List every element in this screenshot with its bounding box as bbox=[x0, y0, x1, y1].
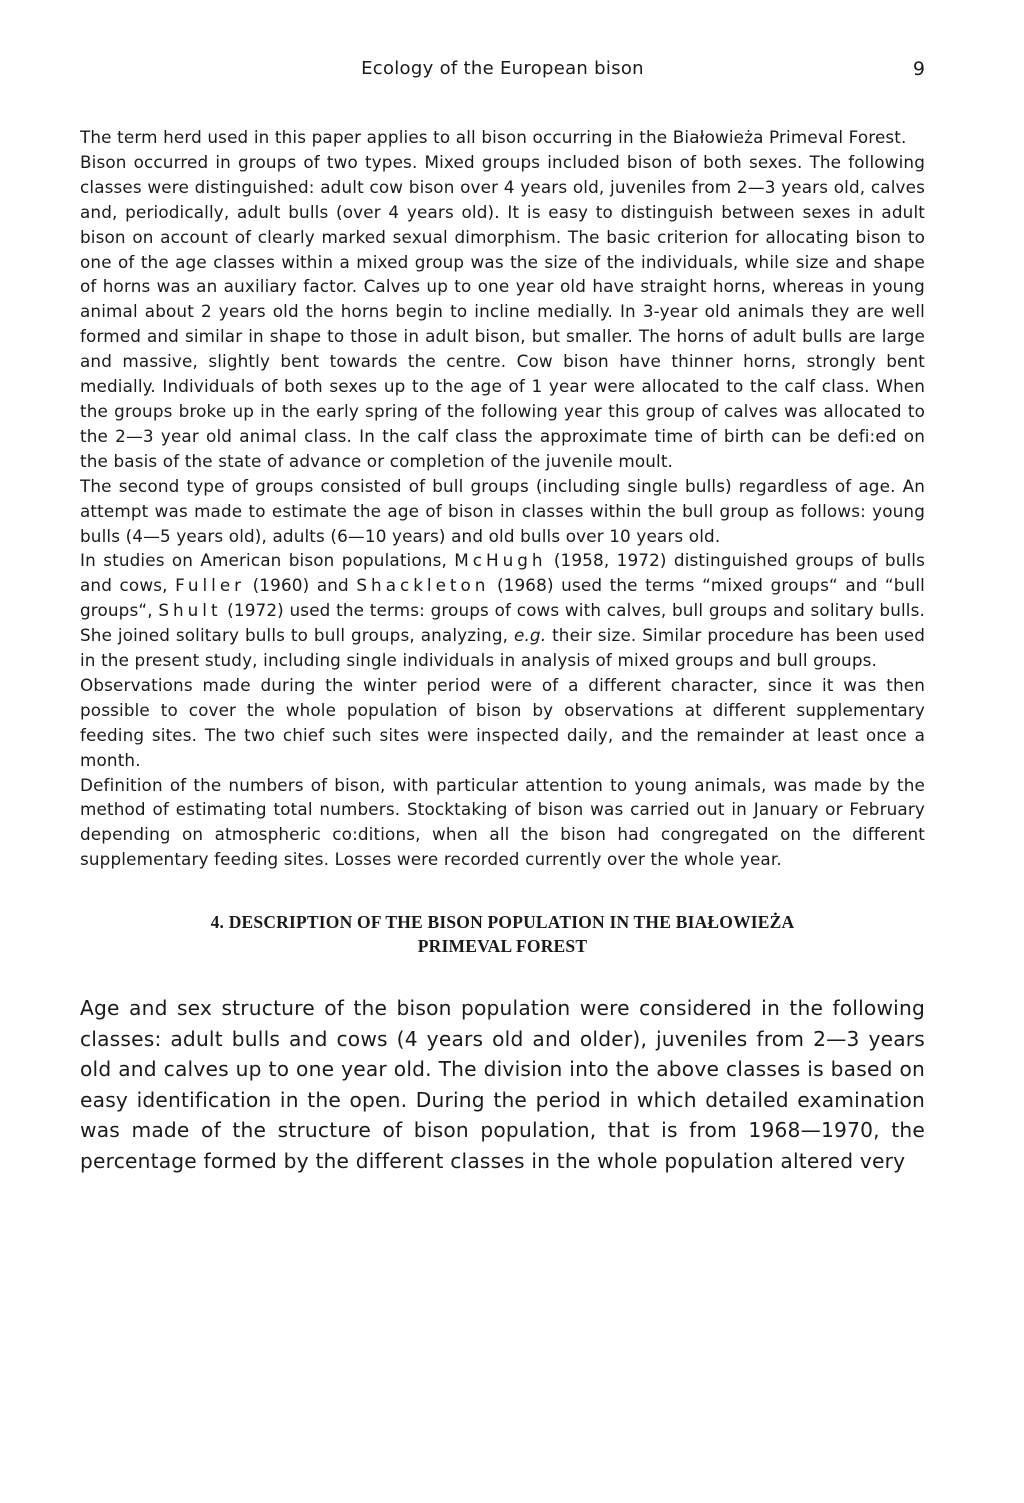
citation-text: (1958, 1972) distinguished groups of bulls and cows, bbox=[80, 550, 925, 596]
abbreviation-eg: e.g. bbox=[513, 625, 547, 646]
citation-text: their size. Similar procedure has been used in the present study, including single individuals in analysis of mixed groups and bull groups. bbox=[80, 625, 925, 671]
paragraph-group-types: Bison occurred in groups of two types. Mixed groups included bison of both sexes. The following classes were distinguished: adult cow bison over 4 years old, juveniles from 2—3 years old, calves and, periodically, adult bulls (over 4 years old). It is easy to distinguish between sexes in adult bison on account of clearly marked sexual dimorphism. The basic criterion for allocating bison to one of the age classes within a mixed group was the size of the individuals, while size and shape of horns was an auxiliary factor. Calves up to one year old have straight horns, whereas in young animal about 2 years old the horns begin to incline medially. In 3-year old animals they are well formed and similar in shape to those in adult bison, but smaller. The horns of adult bulls are large and massive, slightly bent towards the centre. Cow bison have thinner horns, strongly bent medially. Individuals of both sexes up to the age of 1 year were allocated to the calf class. When the groups broke up in the early spring of the following year this group of calves was allocated to the 2—3 year old animal class. In the calf class the approximate time of birth can be defi:ed on the basis of the state of advance or completion of the juvenile moult. bbox=[80, 151, 925, 471]
citation-text: (1960) and bbox=[245, 575, 357, 596]
author-fuller: Fuller bbox=[175, 575, 246, 596]
section-heading bbox=[80, 910, 925, 958]
author-mchugh: McHugh bbox=[454, 550, 547, 571]
paragraph-age-sex-structure: Age and sex structure of the bison population were considered in the following classes: adult bulls and cows (4 years old and older), juveniles from 2—3 years old and calves up to one year old. The division into the above classes is based on easy identification in the open. During the period in which detailed examination was made of the structure of bison population, that is from 1968—1970, the percentage formed by the different classes in the whole population altered very bbox=[80, 996, 925, 1173]
paragraph-stocktaking: Definition of the numbers of bison, with particular attention to young animals, was made by the method of estimating total numbers. Stocktaking of bison was carried out in January or February depending on atmospheric co:ditions, when all the bison had congregated on the different supplementary feeding sites. Losses were recorded currently over the whole year. bbox=[80, 774, 925, 870]
citation-text: (1972) used the terms: groups of cows with calves, bull groups and solitary bulls. She joined solitary bulls to bull groups, analyzing, bbox=[80, 600, 925, 646]
author-shackleton: Shackleton bbox=[356, 575, 490, 596]
paragraph-american-studies bbox=[80, 548, 925, 673]
paragraph-herd-definition: The term herd used in this paper applies to all bison occurring in the Białowieża Primeval Forest. bbox=[80, 127, 907, 147]
section-heading-line: PRIMEVAL FOREST bbox=[417, 936, 588, 957]
body-text bbox=[80, 125, 925, 872]
paragraph-winter-observations: Observations made during the winter period were of a different character, since it was then possible to cover the whole population of bison by observations at different supplementary feeding sites. The two chief such sites were inspected daily, and the remainder at least once a month. bbox=[80, 674, 925, 770]
running-header bbox=[80, 58, 925, 88]
paragraph-bull-groups: The second type of groups consisted of bull groups (including single bulls) regardless of age. An attempt was made to estimate the age of bison in classes within the bull group as follows: young bulls (4—5 years old), adults (6—10 years) and old bulls over 10 years old. bbox=[80, 475, 925, 546]
author-shult: Shult bbox=[158, 600, 222, 621]
section-heading-line: 4. DESCRIPTION OF THE BISON POPULATION IN THE BIAŁOWIEŻA bbox=[210, 912, 795, 933]
page-number: 9 bbox=[912, 58, 925, 80]
citation-text: In studies on American bison populations, bbox=[80, 550, 455, 571]
running-title: Ecology of the European bison bbox=[361, 58, 644, 79]
document-page bbox=[80, 58, 925, 1176]
citation-text: (1968) used the terms “mixed groups“ and “bull groups“, bbox=[80, 575, 925, 621]
